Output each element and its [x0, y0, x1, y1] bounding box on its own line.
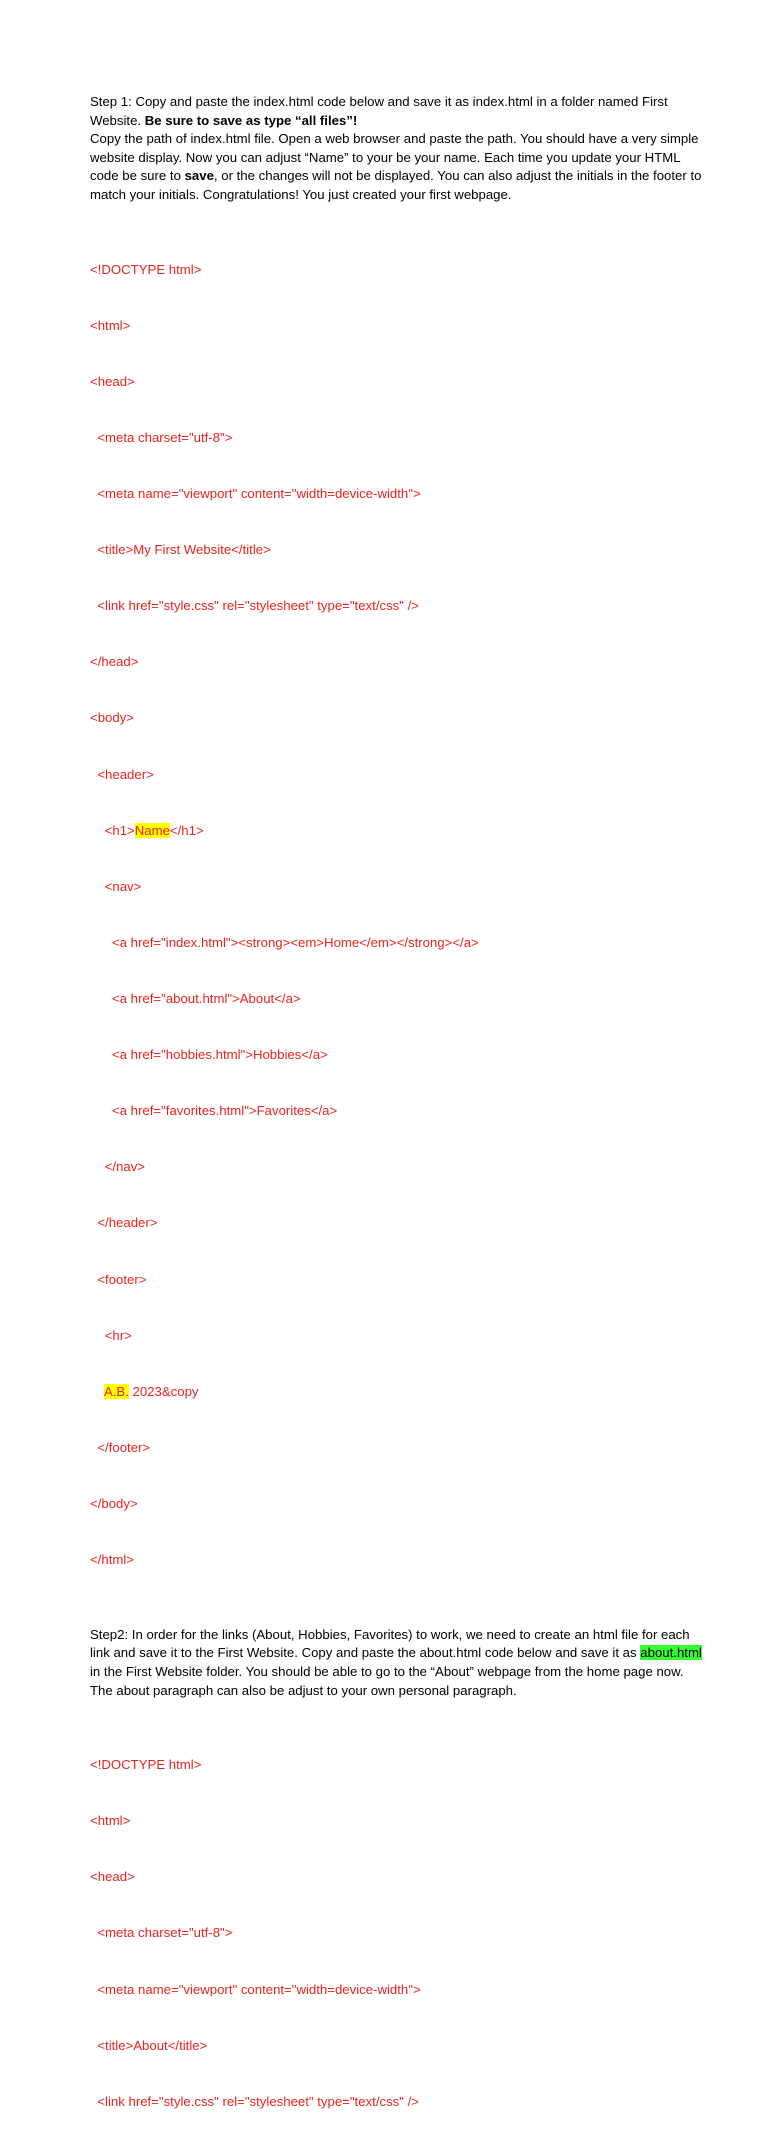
code-line: <!DOCTYPE html>	[90, 1757, 202, 1773]
step1-text: website display. Now you can adjust “Name” to your be your name. Each time you update your HTML	[90, 149, 681, 165]
code-line: <!DOCTYPE html>	[90, 261, 202, 277]
step1-text: , or the changes will not be displayed. You can also adjust the initials in the footer to	[213, 168, 702, 184]
code-line: <a href="index.html"><strong><em>Home</em></strong></a>	[90, 934, 479, 950]
step2-line-3	[90, 1663, 708, 1682]
step1-text: Website.	[90, 112, 145, 128]
code-line: <a href="hobbies.html">Hobbies</a>	[90, 1047, 328, 1063]
code-line: <nav>	[90, 878, 142, 894]
about-html-code	[90, 1719, 708, 2149]
step2-line-2	[90, 1644, 708, 1663]
code-line: <meta name="viewport" content="width=device-width">	[90, 1981, 421, 1997]
code-line: <html>	[90, 317, 131, 333]
code-line: <a href="about.html">About</a>	[90, 990, 301, 1006]
step1-line-3	[90, 130, 708, 149]
highlighted-name: Name	[134, 822, 170, 838]
step1-text: Copy the path of index.html file. Open a web browser and paste the path. You should have a very simple	[90, 131, 699, 147]
code-line: <link href="style.css" rel="stylesheet" type="text/css" />	[90, 598, 419, 614]
code-line: <head>	[90, 373, 135, 389]
code-line: </nav>	[90, 1159, 145, 1175]
step2-text: Step2: In order for the links (About, Hobbies, Favorites) to work, we need to create an html file for each	[90, 1626, 690, 1642]
step1-text: Step 1: Copy and paste the index.html code below and save it as index.html in a folder named First	[90, 94, 668, 109]
code-line: <html>	[90, 1813, 131, 1829]
code-line: <meta charset="utf-8">	[90, 1925, 233, 1941]
code-line: <meta charset="utf-8">	[90, 429, 233, 445]
save-as-warning: Be sure to save as type “all files”!	[144, 112, 358, 128]
code-line: </footer>	[90, 1439, 151, 1455]
code-line: <head>	[90, 1869, 135, 1885]
code-line: <hr>	[90, 1327, 132, 1343]
code-line-footer: A.B. 2023&copy	[103, 1383, 199, 1399]
highlighted-about-html: about.html	[640, 1645, 702, 1661]
code-line: <header>	[90, 766, 154, 782]
code-line: </html>	[90, 1552, 134, 1568]
step1-line-4	[90, 149, 708, 168]
step2-line-4	[90, 1682, 708, 1701]
step2-paragraph	[90, 1626, 708, 1700]
step1-text: code be sure to	[90, 168, 185, 184]
code-line: <link href="style.css" rel="stylesheet" type="text/css" />	[90, 2093, 419, 2109]
step1-line-2	[90, 112, 708, 131]
code-line: <a href="favorites.html">Favorites</a>	[90, 1103, 338, 1119]
step1-line-6	[90, 186, 708, 205]
step1-text: match your initials. Congratulations! You just created your first webpage.	[90, 186, 512, 202]
code-line: </header>	[90, 1215, 158, 1231]
code-line: <title>About</title>	[90, 2037, 208, 2053]
step2-text: link and save it to the First Website. Copy and paste the about.html code below and save it as	[90, 1645, 641, 1661]
code-line: </body>	[90, 1495, 138, 1511]
index-html-code	[90, 223, 708, 1607]
code-line: <body>	[90, 710, 134, 726]
step1-line-5	[90, 167, 708, 186]
step2-text: in the First Website folder. You should be able to go to the “About” webpage from the home page now.	[90, 1663, 684, 1679]
code-line: <meta name="viewport" content="width=device-width">	[90, 486, 421, 501]
code-line-h1: <h1>Name</h1>	[90, 822, 204, 838]
step2-line-1	[90, 1626, 708, 1645]
step1-line-1	[90, 93, 708, 112]
step2-text: The about paragraph can also be adjust to your own personal paragraph.	[90, 1682, 517, 1698]
code-line: <footer>	[90, 1271, 147, 1287]
step1-paragraph	[90, 93, 708, 205]
code-line: </head>	[90, 654, 139, 670]
code-line: <title>My First Website</title>	[90, 542, 271, 558]
highlighted-initials: A.B.	[103, 1383, 129, 1399]
save-emphasis: save	[184, 168, 214, 184]
